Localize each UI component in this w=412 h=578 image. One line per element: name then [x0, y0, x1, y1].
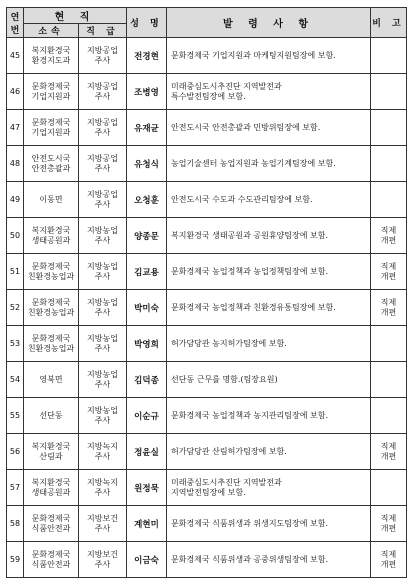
dept-cell: [24, 506, 79, 542]
table-row: [7, 290, 407, 326]
grade-cell: [79, 434, 127, 470]
note-cell-line: 개편: [380, 523, 397, 533]
name-cell: 박미숙: [127, 290, 167, 326]
name-cell: 전경현: [127, 38, 167, 74]
dept-cell-line: 친환경농업과: [27, 271, 75, 281]
header-row-1: [7, 8, 407, 24]
row-number: 52: [7, 290, 24, 326]
name-cell: 양종문: [127, 218, 167, 254]
note-cell: [371, 218, 407, 254]
grade-cell-line: 주사: [94, 379, 111, 389]
note-cell: [371, 182, 407, 218]
dept-cell-line: 문화경제국: [31, 549, 71, 559]
grade-cell-line: 지방보건: [87, 513, 118, 523]
appointment-cell-line: 허가담당관 산림허가팀장에 보함.: [171, 446, 287, 456]
dept-cell-line: 이동면: [39, 194, 63, 204]
grade-cell: [79, 470, 127, 506]
dept-cell: [24, 542, 79, 578]
appointment-cell: [167, 146, 371, 182]
dept-cell-line: 복지환경국: [31, 45, 71, 55]
dept-cell-line: 안전총괄과: [31, 163, 71, 173]
note-cell-line: 개편: [380, 307, 397, 317]
note-cell: [371, 398, 407, 434]
name-cell: 정윤실: [127, 434, 167, 470]
name-cell: 이순규: [127, 398, 167, 434]
grade-cell-line: 지방농업: [87, 405, 118, 415]
note-cell-line: 개편: [380, 559, 397, 569]
appointment-cell-line: 미래중심도시추진단 지역발전과: [171, 477, 282, 487]
dept-cell-line: 문화경제국: [31, 513, 71, 523]
appointment-cell: [167, 38, 371, 74]
row-number: 53: [7, 326, 24, 362]
dept-cell-line: 문화경제국: [31, 261, 71, 271]
dept-cell: [24, 434, 79, 470]
grade-cell-line: 지방공업: [87, 45, 118, 55]
table-row: [7, 38, 407, 74]
note-cell: [371, 110, 407, 146]
dept-cell-line: 기업지원과: [31, 127, 71, 137]
grade-cell: [79, 398, 127, 434]
appointment-cell-line: 특수발전팀장에 보함.: [171, 91, 246, 101]
grade-cell-line: 지방농업: [87, 333, 118, 343]
name-cell: 계현미: [127, 506, 167, 542]
grade-cell: [79, 506, 127, 542]
dept-cell: [24, 110, 79, 146]
table-row: [7, 434, 407, 470]
note-cell: [371, 434, 407, 470]
grade-cell-line: 지방보건: [87, 549, 118, 559]
dept-cell: [24, 398, 79, 434]
appointment-cell-line: 지역발전팀장에 보함.: [171, 487, 246, 497]
dept-cell-line: 선단동: [39, 410, 63, 420]
row-number: 57: [7, 470, 24, 506]
appointment-cell: [167, 362, 371, 398]
row-number: 49: [7, 182, 24, 218]
dept-cell-line: 환경지도과: [31, 55, 71, 65]
name-cell: 김교용: [127, 254, 167, 290]
dept-cell-line: 문화경제국: [31, 333, 71, 343]
grade-cell-line: 주사: [94, 199, 111, 209]
note-cell: [371, 326, 407, 362]
appointment-cell-line: 문화경제국 식품위생과 공중위생팀장에 보함.: [171, 554, 329, 564]
note-cell-line: 직제: [380, 225, 397, 235]
name-cell: 원정묵: [127, 470, 167, 506]
note-cell: [371, 542, 407, 578]
table-row: [7, 74, 407, 110]
row-number: 59: [7, 542, 24, 578]
grade-cell-line: 주사: [94, 235, 111, 245]
note-cell-line: 직제: [380, 549, 397, 559]
appointment-cell: [167, 434, 371, 470]
table-row: [7, 362, 407, 398]
row-number: 58: [7, 506, 24, 542]
row-number: 47: [7, 110, 24, 146]
appointment-cell-line: 농업기술센터 농업지원과 농업기계팀장에 보함.: [171, 158, 336, 168]
header-matter: 발 령 사 항: [167, 8, 371, 38]
appointment-cell-line: 선단동 근무를 명함.(팀장요원): [171, 374, 278, 384]
dept-cell-line: 식품안전과: [31, 559, 71, 569]
row-number: 54: [7, 362, 24, 398]
dept-cell-line: 문화경제국: [31, 81, 71, 91]
dept-cell: [24, 362, 79, 398]
grade-cell-line: 지방공업: [87, 189, 118, 199]
dept-cell-line: 복지환경국: [31, 441, 71, 451]
dept-cell: [24, 182, 79, 218]
table-row: [7, 146, 407, 182]
note-cell-line: 개편: [380, 271, 397, 281]
note-cell-line: 직제: [380, 441, 397, 451]
appointment-cell-line: 문화경제국 식품위생과 위생지도팀장에 보함.: [171, 518, 329, 528]
appointment-cell-line: 문화경제국 농업정책과 농업정책팀장에 보함.: [171, 266, 329, 276]
header-dept: 소속: [24, 24, 79, 38]
row-number: 51: [7, 254, 24, 290]
appointment-cell-line: 안전도시국 안전총괄과 민방위팀장에 보함.: [171, 122, 321, 132]
dept-cell: [24, 146, 79, 182]
table-row: [7, 506, 407, 542]
note-cell-line: 개편: [380, 235, 397, 245]
note-cell: [371, 74, 407, 110]
grade-cell-line: 주사: [94, 487, 111, 497]
appointment-cell: [167, 290, 371, 326]
appointment-cell: [167, 470, 371, 506]
grade-cell-line: 지방공업: [87, 117, 118, 127]
grade-cell-line: 지방녹지: [87, 441, 118, 451]
grade-cell: [79, 146, 127, 182]
table-row: [7, 470, 407, 506]
row-number: 48: [7, 146, 24, 182]
appointment-cell-line: 복지환경국 생태공원과 공원휴양팀장에 보함.: [171, 230, 329, 240]
grade-cell: [79, 326, 127, 362]
dept-cell: [24, 470, 79, 506]
appointment-cell: [167, 74, 371, 110]
name-cell: 유청식: [127, 146, 167, 182]
appointment-cell: [167, 506, 371, 542]
header-no: 연번: [7, 8, 24, 38]
grade-cell-line: 지방농업: [87, 297, 118, 307]
dept-cell: [24, 74, 79, 110]
dept-cell-line: 식품안전과: [31, 523, 71, 533]
appointment-cell: [167, 398, 371, 434]
dept-cell-line: 복지환경국: [31, 477, 71, 487]
appointment-cell-line: 문화경제국 기업지원과 마케팅지원팀장에 보함.: [171, 50, 336, 60]
dept-cell-line: 친환경농업과: [27, 343, 75, 353]
grade-cell: [79, 362, 127, 398]
table-row: [7, 218, 407, 254]
grade-cell-line: 주사: [94, 55, 111, 65]
appointment-cell: [167, 110, 371, 146]
appointment-cell: [167, 182, 371, 218]
table-row: [7, 542, 407, 578]
dept-cell: [24, 218, 79, 254]
grade-cell-line: 주사: [94, 523, 111, 533]
dept-cell-line: 안전도시국: [31, 153, 71, 163]
note-cell: [371, 506, 407, 542]
dept-cell-line: 생태공원과: [31, 235, 71, 245]
note-cell: [371, 362, 407, 398]
table-row: [7, 398, 407, 434]
dept-cell: [24, 290, 79, 326]
note-cell-line: 직제: [380, 297, 397, 307]
table-row: [7, 182, 407, 218]
dept-cell-line: 문화경제국: [31, 297, 71, 307]
note-cell-line: 직제: [380, 261, 397, 271]
dept-cell-line: 문화경제국: [31, 117, 71, 127]
name-cell: 김덕종: [127, 362, 167, 398]
dept-cell-line: 친환경농업과: [27, 307, 75, 317]
dept-cell: [24, 326, 79, 362]
row-number: 56: [7, 434, 24, 470]
dept-cell-line: 영북면: [39, 374, 63, 384]
dept-cell-line: 생태공원과: [31, 487, 71, 497]
grade-cell-line: 주사: [94, 307, 111, 317]
dept-cell-line: 복지환경국: [31, 225, 71, 235]
header-current: 현 직: [24, 8, 127, 24]
grade-cell: [79, 290, 127, 326]
row-number: 46: [7, 74, 24, 110]
grade-cell-line: 주사: [94, 163, 111, 173]
table-row: [7, 110, 407, 146]
grade-cell: [79, 254, 127, 290]
appointment-cell-line: 미래중심도시추진단 지역발전과: [171, 81, 282, 91]
appointment-cell: [167, 218, 371, 254]
grade-cell: [79, 110, 127, 146]
header-name: 성 명: [127, 8, 167, 38]
note-cell: [371, 290, 407, 326]
dept-cell-line: 산림과: [39, 451, 63, 461]
grade-cell-line: 지방녹지: [87, 477, 118, 487]
note-cell-line: 직제: [380, 513, 397, 523]
grade-cell: [79, 74, 127, 110]
grade-cell-line: 주사: [94, 451, 111, 461]
grade-cell-line: 지방농업: [87, 369, 118, 379]
appointment-cell: [167, 326, 371, 362]
table-row: [7, 254, 407, 290]
row-number: 45: [7, 38, 24, 74]
grade-cell-line: 지방공업: [87, 81, 118, 91]
note-cell-line: 개편: [380, 451, 397, 461]
appointment-cell: [167, 542, 371, 578]
grade-cell-line: 주사: [94, 271, 111, 281]
grade-cell: [79, 218, 127, 254]
note-cell: [371, 254, 407, 290]
dept-cell: [24, 254, 79, 290]
grade-cell: [79, 542, 127, 578]
header-note: 비 고: [371, 8, 407, 38]
name-cell: 박영희: [127, 326, 167, 362]
grade-cell: [79, 38, 127, 74]
grade-cell-line: 지방공업: [87, 153, 118, 163]
grade-cell-line: 지방농업: [87, 225, 118, 235]
grade-cell-line: 주사: [94, 127, 111, 137]
note-cell: [371, 38, 407, 74]
row-number: 50: [7, 218, 24, 254]
grade-cell: [79, 182, 127, 218]
grade-cell-line: 주사: [94, 415, 111, 425]
appointment-cell-line: 문화경제국 농업정책과 친환경유통팀장에 보함.: [171, 302, 336, 312]
personnel-appointment-table: [6, 7, 407, 578]
name-cell: 이금숙: [127, 542, 167, 578]
name-cell: 조병영: [127, 74, 167, 110]
dept-cell: [24, 38, 79, 74]
dept-cell-line: 기업지원과: [31, 91, 71, 101]
appointment-cell-line: 허가담당관 농지허가팀장에 보함.: [171, 338, 287, 348]
name-cell: 유재균: [127, 110, 167, 146]
appointment-cell: [167, 254, 371, 290]
note-cell: [371, 470, 407, 506]
name-cell: 오청훈: [127, 182, 167, 218]
appointment-cell-line: 안전도시국 수도과 수도관리팀장에 보함.: [171, 194, 313, 204]
note-cell: [371, 146, 407, 182]
grade-cell-line: 주사: [94, 559, 111, 569]
header-grade: 직 급: [79, 24, 127, 38]
grade-cell-line: 지방농업: [87, 261, 118, 271]
grade-cell-line: 주사: [94, 91, 111, 101]
table-row: [7, 326, 407, 362]
row-number: 55: [7, 398, 24, 434]
appointment-cell-line: 문화경제국 농업정책과 농지관리팀장에 보함.: [171, 410, 329, 420]
grade-cell-line: 주사: [94, 343, 111, 353]
